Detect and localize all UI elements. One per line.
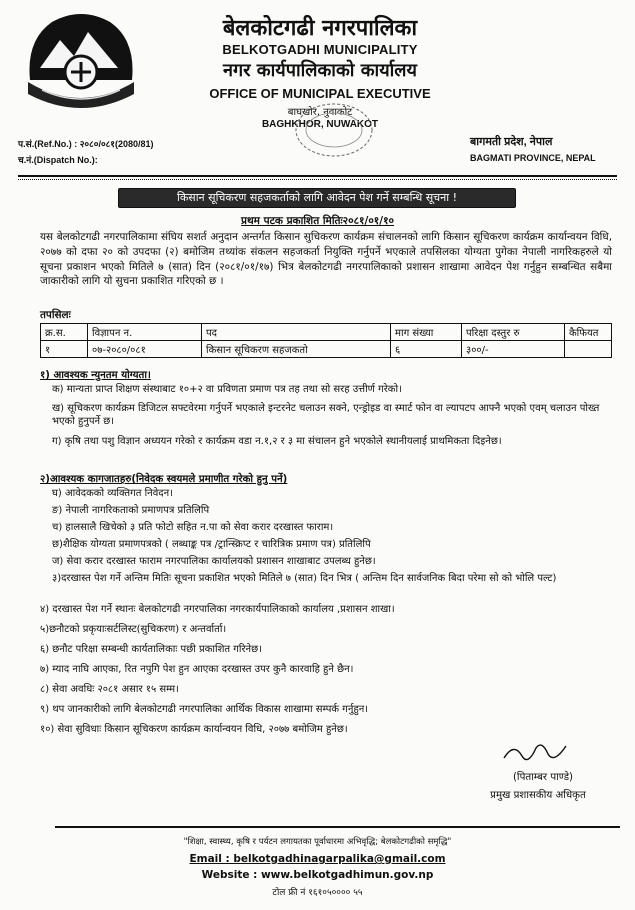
- list-item: छ)शैक्षिक योग्यता प्रमाणपत्रको ( लब्धाङ्क पत्र /ट्रान्स्क्रिप्ट र चारित्रिक प्रमाण पत्र) प्रतिलिपि: [52, 539, 371, 550]
- table-row: [41, 341, 612, 358]
- municipality-name-en: BELKOTGADHI MUNICIPALITY: [222, 42, 418, 57]
- list-item: ४) दरखास्त पेश गर्ने स्थानः बेलकोटगढी नगरपालिका नगरकार्यपालिकाको कार्यालय ,प्रशासन शाखा।: [40, 604, 395, 615]
- col-header: कैफियत: [565, 324, 612, 341]
- table-cell: ०७-२०८०/०८१: [88, 341, 202, 358]
- ref-value: २०८०/०८१(2080/81): [79, 139, 154, 149]
- notice-intro: यस बेलकोटगढी नगरपालिकामा संघिय सशर्त अनुदान अन्तर्गत किसान सुचिकरण कार्यक्रम संचालनको लागि किसान सूचिकरण कार्यक्रम कार्यान्वयन विधि, २०७७ को दफा २० को उपदफा (२) बमोजिम तथ्यांक संकलन सहजकर्ता नियुक्ति गर्नुपर्ने भएकाले तपसिलका योग्यता पुगेका नेपाली नागरिकहरुले यो सूचना प्रकाशन भएको मितिले ७ (सात) दिन (२०८१/०१/१७) भित्र बेलकोटगढी नगरपालिकाको प्रशासन शाखामा आवेदन पेश गर्नुहुन सम्बन्धित सबैमा जाकारीको लागि यो सुचना प्रकाशित गरिएको छ ।: [40, 231, 612, 288]
- list-item: ५)छनौटको प्रकृयाःसर्टलिस्ट(सुचिकरण) र अन्तर्वार्ता।: [40, 624, 227, 635]
- ref-label: प.सं.(Ref.No.) :: [18, 139, 78, 149]
- list-item: ७) म्याद नाघि आएका, रित नपुगि पेश हुन आएका दरखास्त उपर कुनै कारवाहि हुने छैन।: [40, 664, 354, 675]
- list-item: क) मान्यता प्राप्त शिक्षण संस्थाबाट १०+२ वा प्रविणता प्रमाण पत्र तह तथा सो सरह उत्तीर्ण गरेको।: [52, 384, 402, 395]
- tapasil-label: तपसिलः: [40, 309, 71, 321]
- position-table: [40, 323, 612, 358]
- list-item: ख) सूचिकरण कार्यक्रम डिजिटल सफ्टवेरमा गर्नुपर्ने भएकाले इन्टरनेट चलाउन सक्ने, एन्ड्रोइड वा स्मार्ट फोन वा ल्यापटप आफ्नै भएको एवम् चलाउन पोख्त भएको हुनुपर्ने छ।: [52, 403, 600, 427]
- office-name-en: OFFICE OF MUNICIPAL EXECUTIVE: [209, 86, 431, 101]
- list-item: च) हालसालै खिचेको ३ प्रति फोटो सहित न.पा को सेवा करार दरखास्त फाराम।: [52, 522, 334, 533]
- col-header: परिक्षा दस्तुर रु: [462, 324, 565, 341]
- col-header: क्र.स.: [41, 324, 88, 341]
- list-item: ३)दरखास्त पेश गर्ने अन्तिम मितिः सूचना प्रकाशित भएको मितिले ७ (सात) दिन भित्र ( अन्तिम दिन सार्वजनिक बिदा परेमा सो को भोलि पल्ट): [52, 573, 557, 584]
- list-item: ६) छनौट परिक्षा सम्बन्धी कार्यतालिकाः पछी प्रकाशित गरिनेछ।: [40, 644, 262, 655]
- table-cell: १: [41, 341, 88, 358]
- footer-tollfree: टोल फ्री नं १६१०५०००० ५५: [272, 888, 363, 898]
- header-divider: [18, 175, 617, 177]
- municipality-name-np: बेलकोटगढी नगरपालिका: [222, 16, 418, 41]
- list-item: ८) सेवा अवधिः २०८१ असार १५ सम्म।: [40, 684, 179, 695]
- header-divider-dotted: [18, 179, 617, 180]
- footer-email[interactable]: Email : belkotgadhinagarpalika@gmail.com: [189, 853, 446, 865]
- table-header-row: [41, 324, 612, 341]
- table-cell: ३००/-: [462, 341, 565, 358]
- signature-scribble: [500, 738, 570, 768]
- documents-title: २)आवश्यक कागजातहरु(निवेदक स्वयमले प्रमाणीत गरेको हुनु पर्ने): [40, 474, 288, 485]
- col-header: पद: [202, 324, 391, 341]
- list-item: घ) आवेदकको व्यक्तिगत निवेदन।: [52, 488, 173, 499]
- footer-divider: [55, 826, 620, 828]
- publication-date: प्रथम पटक प्रकाशित मितिः२०८१/०१/१०: [240, 215, 395, 227]
- footer-website[interactable]: Website : www.belkotgadhimun.gov.np: [201, 869, 434, 881]
- dispatch-label: च.नं.(Dispatch No.):: [18, 155, 98, 165]
- signatory-title: प्रमुख प्रशासकीय अधिकृत: [490, 790, 586, 801]
- list-item: ग) कृषि तथा पशु विज्ञान अध्ययन गरेको र कार्यक्रम वडा न.१,२ र ३ मा संचालन हुने भएकोले स्थानीयलाई प्राथमिकता दिइनेछ।: [52, 436, 502, 447]
- signatory-name: (पिताम्बर पाण्डे): [512, 772, 574, 783]
- footer-slogan: "शिक्षा, स्वास्थ्य, कृषि र पर्यटन लगायतका पूर्वाधारमा अभिवृद्धि; बेलकोटगढीको समृद्धि": [183, 837, 452, 847]
- notice-title: किसान सूचिकरण सहजकर्ताको लागि आवेदन पेश गर्ने सम्बन्धि सूचना !: [118, 188, 516, 208]
- qualification-title: १) आवश्यक न्युनतम योग्यता।: [40, 370, 151, 381]
- list-item: ९) थप जानकारीको लागि बेलकोटगढी नगरपालिका आर्थिक विकास शाखामा सम्पर्क गर्नुहुन।: [40, 704, 369, 715]
- col-header: माग संख्या: [391, 324, 462, 341]
- col-header: विज्ञापन न.: [88, 324, 202, 341]
- address-en: BAGHKHOR, NUWAKOT: [261, 119, 379, 130]
- province-np: बागमती प्रदेश, नेपाल: [470, 136, 553, 148]
- list-item: ङ) नेपाली नागरिकताको प्रमाणपत्र प्रतिलिपि: [52, 505, 210, 516]
- office-name-np: नगर कार्यपालिकाको कार्यालय: [223, 60, 417, 81]
- table-cell: किसान सूचिकरण सहजकतो: [202, 341, 391, 358]
- table-cell: ६: [391, 341, 462, 358]
- address-np: बाघखोर, नुवाकोट: [287, 107, 353, 118]
- municipality-emblem-logo: [22, 10, 140, 114]
- list-item: १०) सेवा सुविधाः किसान सूचिकरण कार्यक्रम कार्यान्वयन विधि, २०७७ बमोजिम हुनेछ।: [40, 724, 348, 735]
- table-cell: [565, 341, 612, 358]
- province-en: BAGMATI PROVINCE, NEPAL: [470, 153, 596, 163]
- office-stamp: [292, 100, 376, 160]
- list-item: ज) सेवा करार दरखास्त फाराम नगरपालिका कार्यालयको प्रशासन शाखाबाट उपलब्ध हुनेछ।: [52, 556, 376, 567]
